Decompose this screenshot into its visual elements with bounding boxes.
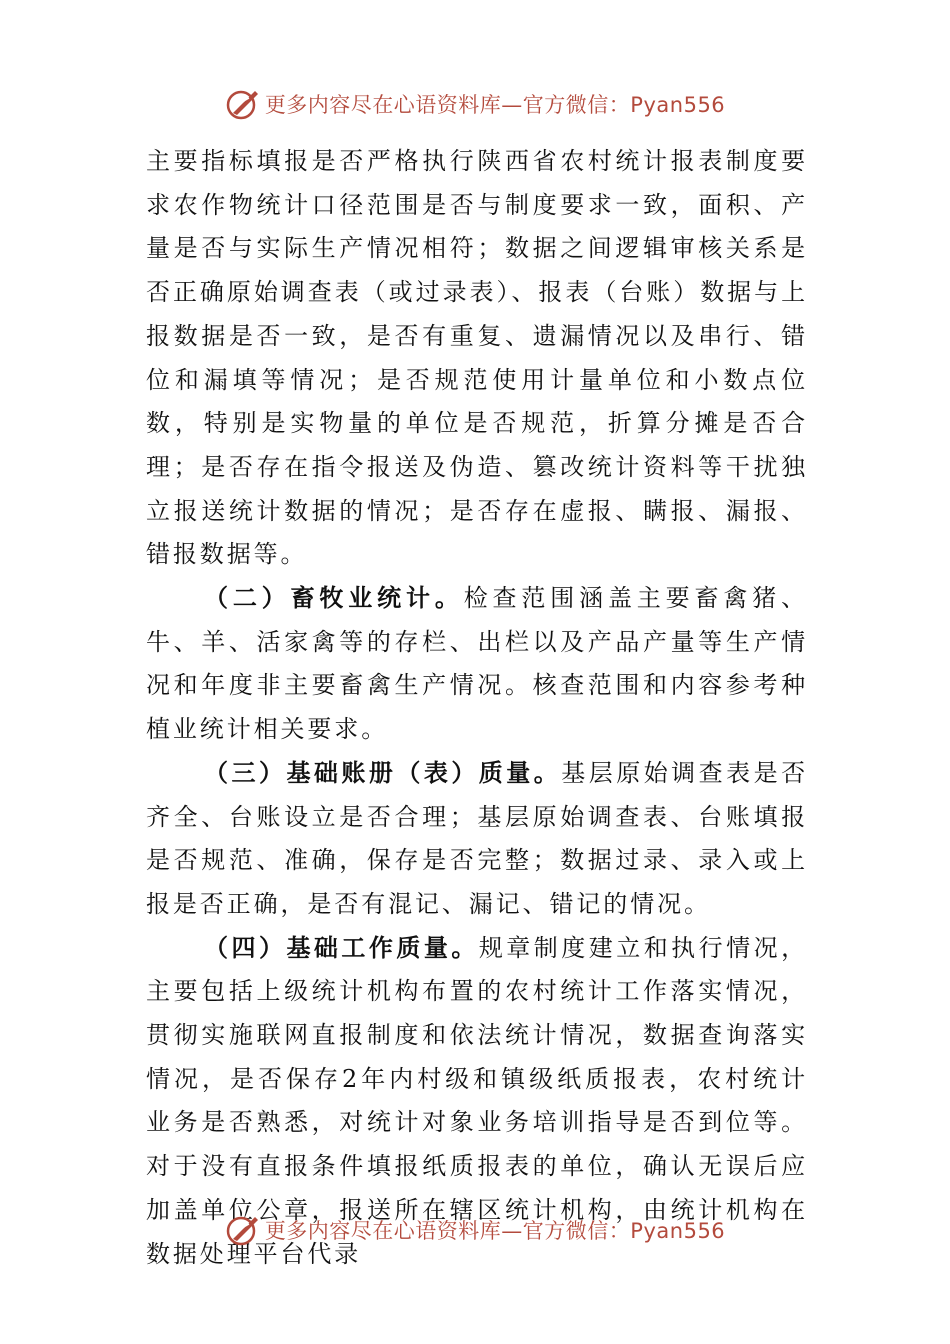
section-heading-livestock: （二）畜牧业统计。	[204, 584, 464, 613]
paragraph-text: 基层原始调查表是否齐全、台账设立是否合理；基层原始调查表、台账填报是否规范、准确，保存是否完整；数据过录、录入或上报是否正确，是否有混记、漏记、错记的情况。	[146, 758, 808, 918]
section-heading-ledger-quality: （三）基础账册（表）质量。	[204, 758, 562, 787]
paragraph-text: 规章制度建立和执行情况，主要包括上级统计机构布置的农村统计工作落实情况，贯彻实施联网直报制度和依法统计情况，数据查询落实情况，是否保存2年内村级和镇级纸质报表，农村统计业务是否熟悉，对统计对象业务培训指导是否到位等。对于没有直报条件填报纸质报表的单位，确认无误后应加盖单位公章，报送所在辖区统计机构，由统计机构在数据处理平台代录	[146, 933, 808, 1268]
watermark-header	[0, 82, 950, 126]
paragraph-text: 主要指标填报是否严格执行陕西省农村统计报表制度要求农作物统计口径范围是否与制度要求一致，面积、产量是否与实际生产情况相符；数据之间逻辑审核关系是否正确原始调查表（或过录表）、报表（台账）数据与上报数据是否一致，是否有重复、遗漏情况以及串行、错位和漏填等情况；是否规范使用计量单位和小数点位数，特别是实物量的单位是否规范，折算分摊是否合理；是否存在指令报送及伪造、篡改统计资料等干扰独立报送统计数据的情况；是否存在虚报、瞒报、漏报、错报数据等。	[146, 147, 808, 569]
paragraph-livestock	[146, 577, 808, 752]
watermark-text: 更多内容尽在心语资料库—官方微信：Pyan556	[264, 1219, 726, 1243]
watermark-footer	[0, 1208, 950, 1252]
watermark-text: 更多内容尽在心语资料库—官方微信：Pyan556	[264, 93, 726, 117]
quill-logo-icon	[225, 86, 261, 122]
paragraph-ledger-quality	[146, 752, 808, 927]
paragraph-text: 检查范围涵盖主要畜禽猪、牛、羊、活家禽等的存栏、出栏以及产品产量等生产情况和年度非主要畜禽生产情况。核查范围和内容参考种植业统计相关要求。	[146, 584, 808, 744]
document-body	[146, 140, 808, 1276]
quill-logo-icon	[225, 1212, 261, 1248]
section-heading-basic-work-quality: （四）基础工作质量。	[204, 933, 479, 962]
paragraph-indicators	[146, 140, 808, 577]
